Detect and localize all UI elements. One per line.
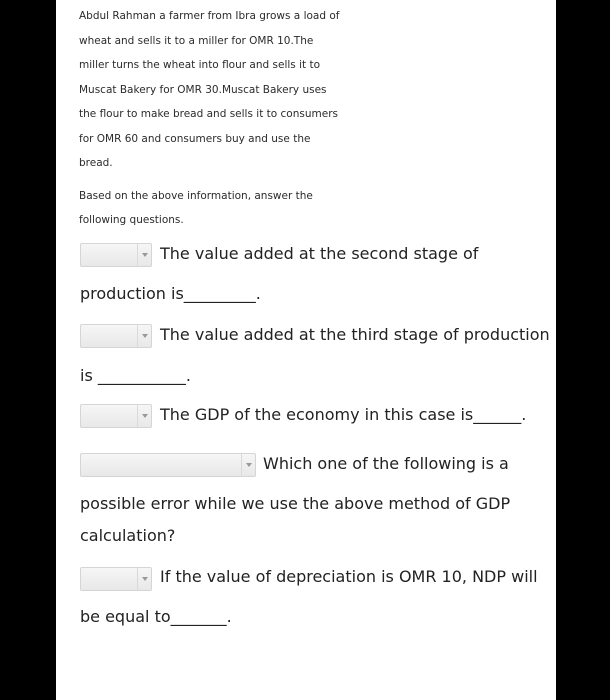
chevron-down-icon bbox=[241, 454, 255, 476]
instructions bbox=[79, 184, 379, 232]
passage-line: miller turns the wheat into flour and sells it to bbox=[79, 59, 320, 71]
passage-line: wheat and sells it to a miller for OMR 10.The bbox=[79, 34, 314, 47]
scenario-passage bbox=[79, 4, 379, 176]
answer-dropdown-2[interactable] bbox=[80, 324, 152, 348]
question-3-text: The GDP of the economy in this case is______. bbox=[160, 405, 527, 424]
question-1-text-continued: production is_________. bbox=[80, 284, 261, 303]
passage-line: the flour to make bread and sells it to consumers bbox=[79, 108, 338, 120]
question-5-text-continued: be equal to_______. bbox=[80, 607, 232, 626]
question-page bbox=[56, 0, 556, 700]
passage-line: for OMR 60 and consumers buy and use the bbox=[79, 132, 311, 145]
question-5-text: If the value of depreciation is OMR 10, NDP will bbox=[160, 567, 538, 586]
question-4-text: Which one of the following is a bbox=[263, 454, 509, 473]
question-4-text-continued: possible error while we use the above method of GDP bbox=[80, 494, 511, 513]
instruction-line: Based on the above information, answer the bbox=[79, 190, 313, 202]
answer-dropdown-4[interactable] bbox=[80, 453, 256, 477]
chevron-down-icon bbox=[137, 244, 151, 266]
question-1-text: The value added at the second stage of bbox=[160, 244, 479, 263]
chevron-down-icon bbox=[137, 325, 151, 347]
passage-line: Muscat Bakery for OMR 30.Muscat Bakery uses bbox=[79, 83, 327, 96]
passage-line: bread. bbox=[79, 157, 113, 169]
answer-dropdown-3[interactable] bbox=[80, 404, 152, 428]
question-2-text: The value added at the third stage of production bbox=[160, 325, 550, 344]
answer-dropdown-1[interactable] bbox=[80, 243, 152, 267]
chevron-down-icon bbox=[137, 405, 151, 427]
answer-dropdown-5[interactable] bbox=[80, 567, 152, 591]
chevron-down-icon bbox=[137, 568, 151, 590]
passage-line: Abdul Rahman a farmer from Ibra grows a load of bbox=[79, 10, 340, 22]
question-2-text-continued: is ___________. bbox=[80, 366, 191, 385]
question-4-text-continued: calculation? bbox=[80, 526, 176, 545]
instruction-line: following questions. bbox=[79, 214, 184, 226]
